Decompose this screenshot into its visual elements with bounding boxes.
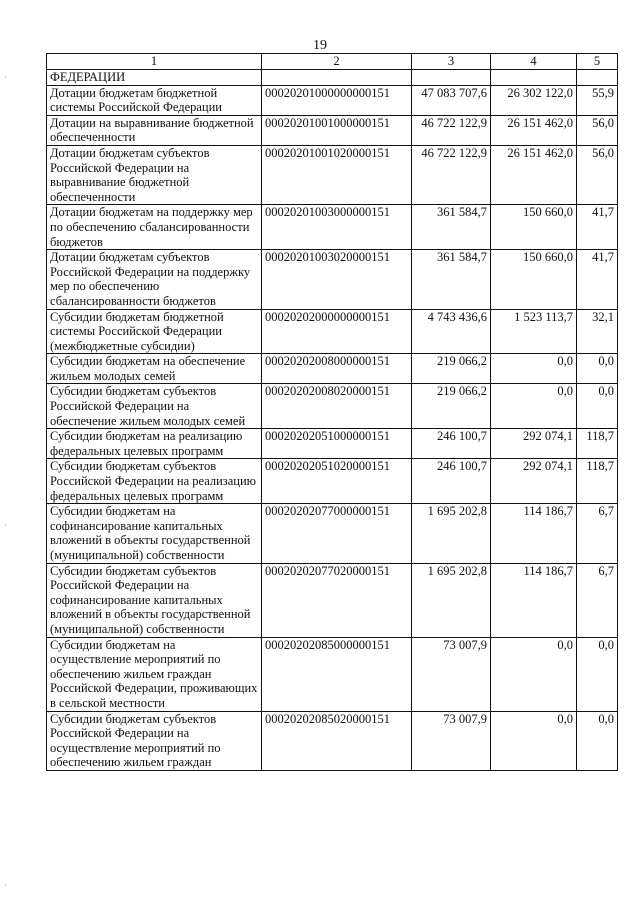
row-name: Субсидии бюджетам субъектов Российской Федерации на софинансирование капитальных вложений в объекты государственной (муниципальной) собственности: [47, 563, 262, 637]
table-row: [47, 637, 618, 711]
percent-col5: 118,7: [577, 459, 618, 504]
column-header: 4: [491, 54, 577, 70]
table-row: [47, 429, 618, 459]
percent-col5: 0,0: [577, 354, 618, 384]
value-col3: 246 100,7: [412, 429, 491, 459]
value-col3: 219 066,2: [412, 384, 491, 429]
table-row: [47, 711, 618, 770]
value-col4: 114 186,7: [491, 504, 577, 563]
value-col4: 26 302 122,0: [491, 85, 577, 115]
value-col4: 0,0: [491, 711, 577, 770]
section-name: ФЕДЕРАЦИИ: [47, 70, 262, 86]
percent-col5: 6,7: [577, 563, 618, 637]
budget-classification-code: 00020202085000000151: [262, 637, 412, 711]
table-row: [47, 459, 618, 504]
table-row: [47, 354, 618, 384]
table-row: [47, 145, 618, 204]
budget-classification-code: 00020202077000000151: [262, 504, 412, 563]
budget-classification-code: 00020201003000000151: [262, 205, 412, 250]
row-name: Дотации бюджетам бюджетной системы Российской Федерации: [47, 85, 262, 115]
percent-col5: 32,1: [577, 309, 618, 354]
row-name: Субсидии бюджетам субъектов Российской Федерации на осуществление мероприятий по обеспечению жильем граждан: [47, 711, 262, 770]
percent-col5: 0,0: [577, 384, 618, 429]
row-name: Субсидии бюджетам субъектов Российской Федерации на обеспечение жильем молодых семей: [47, 384, 262, 429]
row-name: Дотации бюджетам субъектов Российской Федерации на поддержку мер по обеспечению сбалансированности бюджетов: [47, 250, 262, 309]
percent-col5: 56,0: [577, 115, 618, 145]
percent-col5: 6,7: [577, 504, 618, 563]
percent-col5: 118,7: [577, 429, 618, 459]
scan-artifact: ·: [4, 72, 7, 82]
table-row: [47, 563, 618, 637]
row-name: Дотации на выравнивание бюджетной обеспеченности: [47, 115, 262, 145]
percent-col5: 41,7: [577, 205, 618, 250]
value-col4: 150 660,0: [491, 205, 577, 250]
budget-table: [46, 53, 618, 771]
value-col4: 0,0: [491, 354, 577, 384]
value-col4: 26 151 462,0: [491, 115, 577, 145]
budget-classification-code: 00020201003020000151: [262, 250, 412, 309]
budget-classification-code: 00020201001000000151: [262, 115, 412, 145]
value-col4: 26 151 462,0: [491, 145, 577, 204]
table-row: [47, 85, 618, 115]
scan-artifact: ·: [4, 880, 7, 890]
value-col4: 0,0: [491, 384, 577, 429]
value-col3: 219 066,2: [412, 354, 491, 384]
table-row: [47, 309, 618, 354]
percent-col5: 0,0: [577, 637, 618, 711]
value-col3: 73 007,9: [412, 637, 491, 711]
column-header: 2: [262, 54, 412, 70]
percent-col5: 55,9: [577, 85, 618, 115]
value-col3: 73 007,9: [412, 711, 491, 770]
value-col4: 150 660,0: [491, 250, 577, 309]
budget-classification-code: 00020201001020000151: [262, 145, 412, 204]
value-col4: 292 074,1: [491, 429, 577, 459]
row-name: Субсидии бюджетам бюджетной системы Российской Федерации (межбюджетные субсидии): [47, 309, 262, 354]
row-name: Дотации бюджетам субъектов Российской Федерации на выравнивание бюджетной обеспеченности: [47, 145, 262, 204]
section-continuation-row: [47, 70, 618, 86]
scan-artifact: ·: [4, 520, 7, 530]
value-col3: 361 584,7: [412, 250, 491, 309]
value-col3: 4 743 436,6: [412, 309, 491, 354]
value-col3: 1 695 202,8: [412, 504, 491, 563]
budget-classification-code: 00020202000000000151: [262, 309, 412, 354]
value-col3: 246 100,7: [412, 459, 491, 504]
value-col4: 1 523 113,7: [491, 309, 577, 354]
value-col3: 1 695 202,8: [412, 563, 491, 637]
budget-classification-code: 00020202077020000151: [262, 563, 412, 637]
value-col3: 46 722 122,9: [412, 115, 491, 145]
row-name: Субсидии бюджетам на софинансирование капитальных вложений в объекты государственной (муниципальной) собственности: [47, 504, 262, 563]
budget-classification-code: 00020201000000000151: [262, 85, 412, 115]
column-header: 1: [47, 54, 262, 70]
page-number: 19: [313, 38, 327, 53]
column-number-row: [47, 54, 618, 70]
table-row: [47, 504, 618, 563]
percent-col5: 0,0: [577, 711, 618, 770]
value-col3: 361 584,7: [412, 205, 491, 250]
table-row: [47, 384, 618, 429]
percent-col5: 56,0: [577, 145, 618, 204]
percent-col5: 41,7: [577, 250, 618, 309]
value-col3: 47 083 707,6: [412, 85, 491, 115]
budget-classification-code: 00020202008000000151: [262, 354, 412, 384]
value-col4: 292 074,1: [491, 459, 577, 504]
table-row: [47, 205, 618, 250]
column-header: 3: [412, 54, 491, 70]
budget-classification-code: 00020202051000000151: [262, 429, 412, 459]
row-name: Субсидии бюджетам на обеспечение жильем молодых семей: [47, 354, 262, 384]
value-col3: 46 722 122,9: [412, 145, 491, 204]
row-name: Субсидии бюджетам субъектов Российской Федерации на реализацию федеральных целевых программ: [47, 459, 262, 504]
value-col4: 0,0: [491, 637, 577, 711]
budget-classification-code: 00020202051020000151: [262, 459, 412, 504]
value-col4: 114 186,7: [491, 563, 577, 637]
row-name: Субсидии бюджетам на реализацию федеральных целевых программ: [47, 429, 262, 459]
row-name: Дотации бюджетам на поддержку мер по обеспечению сбалансированности бюджетов: [47, 205, 262, 250]
row-name: Субсидии бюджетам на осуществление мероприятий по обеспечению жильем граждан Российской Федерации, проживающих в сельской местности: [47, 637, 262, 711]
budget-classification-code: 00020202085020000151: [262, 711, 412, 770]
column-header: 5: [577, 54, 618, 70]
budget-classification-code: 00020202008020000151: [262, 384, 412, 429]
table-row: [47, 250, 618, 309]
table-row: [47, 115, 618, 145]
